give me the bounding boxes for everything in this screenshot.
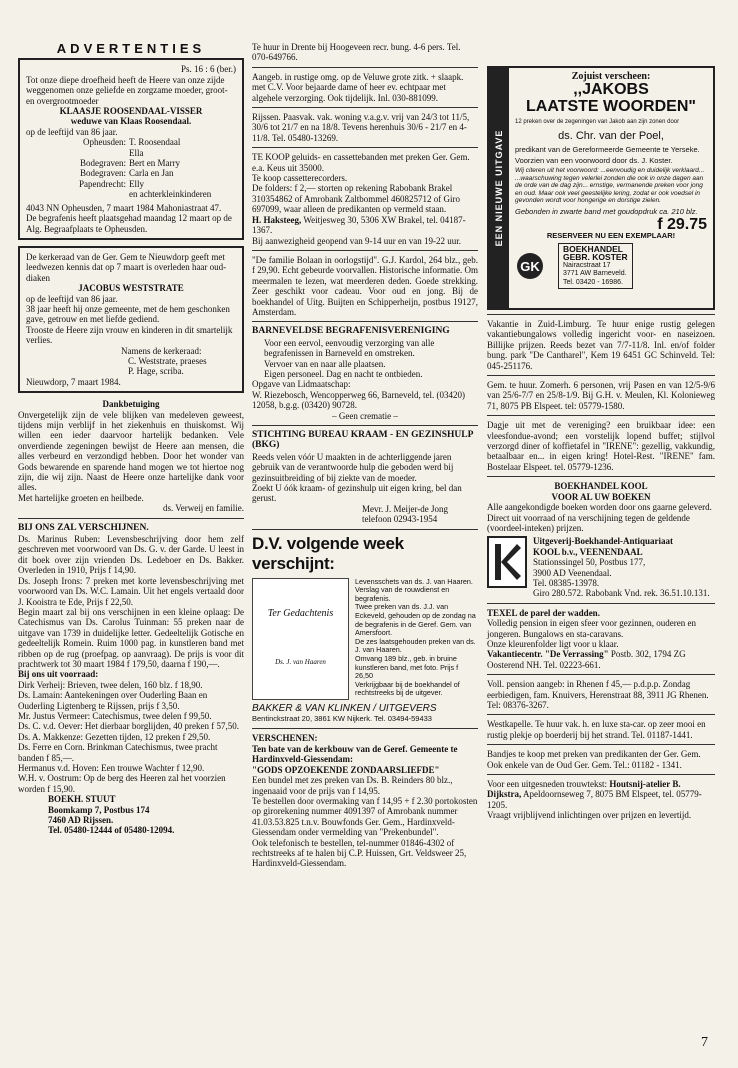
verschenen-body: Te bestellen door overmaking van f 14,95 + f 2.30 portokosten op girorekening nummer 4091397 of Amrobank nummer 41.03.53.825 t.n.v. Bouwfonds Ger. Gem., Hardinxveld-Giessendam onder vermelding van "Prekenbundel". bbox=[252, 795, 478, 838]
dijkstra-addr: Apeldoornseweg 7, 8075 BM Elspeet, tel. 05779-1205. bbox=[487, 789, 702, 810]
burial-note: – Geen crematie – bbox=[332, 410, 398, 421]
divider bbox=[487, 314, 715, 315]
dijkstra-intro: Voor een uitgesneden trouwtekst: bbox=[487, 779, 608, 790]
kraam-ad bbox=[252, 430, 478, 525]
obituary-weststrate bbox=[18, 246, 244, 393]
promo-foreword: Voorzien van een voorwoord door ds. J. Koster. bbox=[515, 156, 673, 165]
divider bbox=[252, 67, 478, 68]
classified-ad: Vakantie in Zuid-Limburg. Te huur enige rustig gelegen vakantiebungalows volledig ingericht voor- en naseizoen. Billijke prijzen. Reeds bezet van 7/7-11/8. Inl. en/of folder bung. park "De Cantharel", Kem 19 6451 GC Schinveld. Tel: 045-251176. bbox=[487, 319, 715, 371]
stock-item: Dirk Verheij: Brieven, twee delen, 160 blz. f 18,90. bbox=[18, 679, 203, 690]
divider bbox=[487, 674, 715, 675]
obit-name: JACOBUS WESTSTRATE bbox=[78, 283, 184, 294]
shop-tel: Tel. 03420 - 16986. bbox=[563, 278, 623, 286]
texel-body: Onze kleurenfolder ligt voor u klaar. bbox=[487, 638, 619, 649]
verschenen-body: Ook telefonisch te bestellen, tel-nummer 01846-4302 of rechtstreeks af te halen bij C.P. Huissen, Grt. Veldsweer 25, Hardinxveld-Giessendam. bbox=[252, 837, 467, 869]
promo-author-info: predikant van de Gereformeerde Gemeente te Yerseke. bbox=[515, 145, 700, 154]
books-subtitle: Bij ons uit voorraad: bbox=[18, 669, 99, 680]
stock-item: Ds. A. Makkenze: Gezetten tijden, 12 preken f 29,50. bbox=[18, 731, 211, 742]
promo-title: LAATSTE WOORDEN" bbox=[526, 98, 696, 115]
thanks-ad bbox=[18, 399, 244, 513]
sale-name: H. Haksteeg, bbox=[252, 214, 302, 225]
divider bbox=[252, 321, 478, 322]
kraam-sign: Mevr. J. Meijer-de Jong bbox=[362, 503, 449, 514]
divider bbox=[487, 714, 715, 715]
books-title: BIJ ONS ZAL VERSCHIJNEN. bbox=[18, 522, 149, 533]
dv-body bbox=[252, 578, 478, 700]
obit-address: 4043 NN Opheusden, 7 maart 1984 Mahoniastraat 47. bbox=[26, 202, 222, 213]
thanks-body: Onvergetelijk zijn de vele blijken van medeleven geweest, tijdens mijn verblijf in het ziekenhuis en thuiskomst. Wij willen een ieder daarvoor hartelijk bedanken. Vele onverdiende zegeningen bewijst de Heere aan mensen, die alles verbeurd en verzondigd hebben. Door het wonder van Gods bewarende en sparende hand mogen we tot hiertoe nog zijn, die wij zijn. Naast de Heere onze hartelijke dank voor alles. bbox=[18, 409, 244, 493]
kool-title: BOEKHANDEL KOOL bbox=[554, 481, 648, 492]
book-item: Begin maart zal bij ons verschijnen in een kleine oplaag: De Catechismus van Ds. Carolus Tuinman: 55 preken naar de uitgave van 1739 in duidelijke letter. Gedeeltelijk Gotische en gedeeltelijk Romein. Ruim 1000 pag. in kunstleren band met ribben op de rug (proefpag. op aanvraag). De prijs is voor dit prachtwerk tot 30 maart 1984 f 179,50, daarna f 190,—. bbox=[18, 606, 244, 669]
dv-desc-line: Twee preken van ds. J.J. van Eckeveld, gehouden op de zondag na de begrafenis in de Geref. Gem. van Amersfoort. bbox=[355, 602, 476, 638]
obit-intro: Tot onze diepe droefheid heeft de Heere van onze zijde weggenomen onze geliefde en zorgzame moeder, groot- en overgrootmoeder bbox=[26, 74, 228, 106]
obit-funeral: De begrafenis heeft plaatsgehad maandag 12 maart op de Alg. Begraafplaats te Opheusden. bbox=[26, 213, 232, 234]
kool-addr: Stationssingel 50, Postbus 177, bbox=[533, 557, 646, 568]
classified-ad: Bandjes te koop met preken van predikanten der Ger. Gem. Ook enkele van de Oud Ger. Gem. Tel.: 01182 - 1341. bbox=[487, 749, 701, 770]
shop-addr: Boomkamp 7, Postbus 174 bbox=[48, 804, 150, 815]
promo-price: f 29.75 bbox=[657, 215, 707, 233]
stock-item: Hermanus v.d. Hoven: Een trouwe Wachter f 12,90. bbox=[18, 763, 205, 773]
kool-addr: 3900 AD Veenendaal. bbox=[533, 567, 612, 578]
obit-widow: weduwe van Klaas Roosendaal. bbox=[70, 116, 192, 127]
promo-band bbox=[489, 68, 509, 308]
relative-names: Elly bbox=[129, 178, 144, 189]
burial-ad bbox=[252, 326, 478, 421]
book-item: Ds. Joseph Irons: 7 preken met korte levensbeschrijving met voorwoord van Ds. W.C. Lamain. Uit het engels vertaald door J. Kooistra te Ede, Prijs f 22,50. bbox=[18, 575, 244, 607]
kool-body: Alle aangekondigde boeken worden door ons gaarne geleverd. bbox=[487, 502, 712, 513]
kool-logo-icon bbox=[487, 536, 527, 588]
texel-body: Volledig pension in eigen sfeer voor gezinnen, ouderen en jongeren. Bungalows en sta-caravans. bbox=[487, 618, 697, 639]
kool-name: KOOL b.v., VEENENDAAL bbox=[533, 546, 643, 557]
burial-line: Voor een eervol, eenvoudig verzorging van alle begrafenissen in Barneveld en omstreken. bbox=[264, 337, 435, 359]
relative-names: Bert en Marry bbox=[129, 158, 180, 169]
obit-sign: Namens de kerkeraad: bbox=[121, 345, 202, 356]
classified-ad: Dagje uit met de vereniging? een bruikbaar idee: een vleesfondue-avond; een vorstelijk lopend buffet; stijlvol verzorgd diner of koffietafel in "IRENE": gezellig, vakkundig, betaalbaar en... in eigen kring! Hotel-Rest. "IRENE" fam. Bostelaar Elspeet. tel. 05779-1236. bbox=[487, 420, 715, 472]
divider bbox=[252, 425, 478, 426]
relative-place bbox=[56, 189, 126, 199]
divider bbox=[487, 415, 715, 416]
dijkstra-note: Vraagt vrijblijvend inlichtingen over prijzen en levertijd. bbox=[487, 810, 692, 821]
shop-name: BOEKH. STUUT bbox=[48, 794, 116, 805]
texel-contact bbox=[487, 649, 715, 670]
relative-place: Opheusden: bbox=[83, 137, 126, 148]
obit-intro: De kerkeraad van de Ger. Gem te Nieuwdorp geeft met leedwezen kennis dat op 7 maart is overleden haar oud-diaken bbox=[26, 251, 227, 283]
classified-ad: "De familie Bolaan in oorlogstijd". G.J. Kardol, 264 blz., geb. f 29,90. Echt gebeurde voorvallen. Historische informatie. Om meermalen te lezen, wat meerderen deden. Goede strekking. Zeer geschikt voor cadeau. Voor oud en jong. Bij de boekhandel of Uitg. Buijten en Schipperheijn, postbus 19127, Amsterdam. bbox=[252, 254, 478, 317]
classified-ad: Rijssen. Paasvak. vak. woning v.a.g.v. vrij van 24/3 tot 11/5, 30/6 tot 21/7 en na 18/8. Tevens herenhuis 30/6 - 21/7 en 4-11/8. Tel. 05480-13269. bbox=[252, 112, 470, 143]
divider bbox=[252, 107, 478, 108]
promo-shop bbox=[515, 243, 707, 289]
obit-name: KLAASJE ROOSENDAAL-VISSER bbox=[59, 106, 203, 117]
relative-names: Ella bbox=[129, 147, 144, 158]
classified-ad: Bij aanwezigheid geopend van 9-14 uur en van 19-22 uur. bbox=[252, 235, 461, 246]
kool-body: Direct uit voorraad of na verschijning tegen de geldende (voordeel-inteken) prijzen. bbox=[487, 512, 690, 533]
kraam-sign: telefoon 02943-1954 bbox=[362, 514, 438, 525]
kool-ad bbox=[487, 481, 715, 598]
publisher: BAKKER & VAN KLINKEN / UITGEVERS bbox=[252, 702, 437, 714]
classified-ad: Te koop cassetterecorders. bbox=[252, 173, 348, 184]
texel-title: TEXEL de parel der wadden. bbox=[487, 607, 600, 618]
burial-sub: Opgave van Lidmaatschap: bbox=[252, 379, 351, 390]
divider bbox=[487, 744, 715, 745]
stock-item: Ds. Lamain: Aantekeningen over Ouderling Baan en Ouderling Ligtenberg te Rijssen, prijs f 3,50. bbox=[18, 690, 208, 711]
shop-info bbox=[558, 243, 633, 289]
kraam-body: Reeds velen vóór U maakten in de achterliggende jaren gebruik van de verantwoorde hulp die geboden werd bij gezinsuitbreiding of bij ziekte van de moeder. bbox=[252, 451, 454, 483]
obit-wish: Trooste de Heere zijn vrouw en kinderen in dit smartelijk verlies. bbox=[26, 324, 233, 346]
dv-title: D.V. volgende week verschijnt: bbox=[252, 533, 404, 573]
promo-kicker: Zojuist verscheen: bbox=[571, 71, 651, 82]
texel-ad bbox=[487, 608, 715, 670]
classified-ad: Te huur in Drente bij Hoogeveen recr. bung. 4-6 pers. Tel. 070-649766. bbox=[252, 42, 461, 63]
burial-line: Vervoer van en naar alle plaatsen. bbox=[264, 358, 386, 369]
verschenen-ad bbox=[252, 733, 478, 868]
divider bbox=[252, 250, 478, 251]
divider bbox=[18, 518, 244, 519]
page-number: 7 bbox=[701, 1034, 708, 1050]
shop-name: BOEKHANDEL bbox=[563, 243, 623, 254]
dijkstra-ad bbox=[487, 779, 715, 821]
classified-ad: Westkapelle. Te huur vak. h. en luxe sta-car. op zeer mooi en rustig plekje op boerderij bij het strand. Tel. 01187-1441. bbox=[487, 719, 706, 740]
divider bbox=[487, 774, 715, 775]
stock-item: Mr. Justus Vermeer: Catechismus, twee delen f 99,50. bbox=[18, 710, 212, 721]
promo-band-text: EEN NIEUWE UITGAVE bbox=[493, 129, 504, 247]
obit-body: 38 jaar heeft hij onze gemeente, met de hem geschonken gave, getrouw en met liefde gediend. bbox=[26, 303, 230, 325]
classified-ad: Aangeb. in rustige omg. op de Veluwe grote zitk. + slaapk. met C.V. Voor bejaarde dame of heer ev. echtpaar met algehele verzorging. Ook tijdelijk. Inl. 030-881099. bbox=[252, 71, 464, 103]
verschenen-subtitle: Ten bate van de kerkbouw van de Geref. Gemeente te Hardinxveld-Giessendam: bbox=[252, 743, 458, 765]
relatives-table bbox=[56, 137, 211, 199]
promo-quote: Wij citeren uit het voorwoord: ...eenvoudig en duidelijk verklaard... ...waarschuwing tegen velerlei zonden die ook in onze dagen aan de orde van de dag zijn... ernstige, vermanende preken voor jong en oud. Maar ook veel geestelijke lering, zodat er ook voedsel in gevonden wordt voor hongerige en dorstige zielen. bbox=[515, 167, 705, 205]
divider bbox=[252, 147, 478, 148]
obituary-roosendaal bbox=[18, 58, 244, 240]
koster-logo-icon bbox=[515, 251, 553, 281]
divider bbox=[487, 375, 715, 376]
stock-item: Ds. C. v.d. Oever: Het dierbaar borglijden, 40 preken f 57,50. bbox=[18, 721, 239, 732]
book-cover-image bbox=[252, 578, 349, 700]
books-ad bbox=[18, 523, 244, 836]
shop-addr: 7460 AD Rijssen. bbox=[48, 815, 114, 826]
svg-text:GK: GK bbox=[520, 258, 540, 274]
column-2 bbox=[252, 42, 478, 869]
kool-tel: Tel. 08385-13978. bbox=[533, 577, 600, 588]
obit-age: op de leeftijd van 86 jaar. bbox=[26, 126, 118, 137]
promo-content bbox=[515, 72, 707, 304]
sale-addr: Weitjesweg 30, 5306 XW Brakel, tel. 04187-1367. bbox=[252, 214, 466, 236]
classified-ad: De folders: f 2,— storten op rekening Rabobank Brakel 310354862 of Amrobank Zaltbommel 460825712 of Giro 697099, waar alleen de predikanten op vermeld staan. bbox=[252, 183, 460, 215]
dv-desc-line: Verslag van de rouwdienst en begrafenis. bbox=[355, 585, 450, 603]
burial-title: BARNEVELDSE BEGRAFENISVERENIGING bbox=[252, 326, 450, 337]
classified-ad: Gem. te huur. Zomerh. 6 personen, vrij Pasen en van 12/5-9/6 van 25/6-7/7 en 25/8-1/9. Bij G.H. v. Meulen, Kl. Kolonieweg 71, 8075 PB Elspeet. tel: 05779-1580. bbox=[487, 380, 715, 411]
relative-names: en achterkleinkinderen bbox=[129, 189, 212, 200]
classified-ad: Voll. pension aangeb: in Rhenen f 45,— p.d.p.p. Zondag eerbiedigen, fam. Knuivers, Herenstraat 88, 3911 JG Rhenen. Tel: 08376-3267. bbox=[487, 679, 709, 710]
kool-info bbox=[533, 536, 710, 598]
obit-sign: C. Weststrate, praeses bbox=[128, 355, 207, 366]
stock-item: W.H. v. Oostrum: Op de berg des Heeren zal het voorzien worden f 15,90. bbox=[18, 773, 226, 794]
dv-desc-line: Levensschets van ds. J. van Haaren. bbox=[355, 576, 473, 586]
divider bbox=[487, 476, 715, 477]
dv-desc-line: De zes laatsgehouden preken van ds. J. van Haaren. bbox=[355, 636, 476, 655]
kool-name: Uitgeverij-Boekhandel-Antiquariaat bbox=[533, 536, 673, 547]
kool-giro: Giro 280.572. Rabobank Vnd. rek. 36.51.10.131. bbox=[533, 588, 710, 599]
promo-author: ds. Chr. van der Poel, bbox=[558, 130, 664, 142]
shop-addr: 3771 AW Barneveld. bbox=[563, 270, 627, 278]
divider bbox=[252, 529, 478, 530]
kool-title: VOOR AL UW BOEKEN bbox=[551, 491, 651, 502]
verschenen-title: VERSCHENEN: bbox=[252, 733, 318, 744]
shop-tel: Tel. 05480-12444 of 05480-12094. bbox=[48, 825, 175, 836]
burial-line: Eigen personeel. Dag en nacht te ontbieden. bbox=[264, 368, 423, 379]
promo-jakobs bbox=[487, 66, 715, 310]
relative-place: Bodegraven: bbox=[80, 158, 126, 169]
dijkstra-name: Houtsnij-atelier B. Dijkstra, bbox=[487, 779, 681, 800]
book-item: Ds. Marinus Ruben: Levensbeschrijving door hem zelf geschreven met voorwoord van Ds. G. v. der Garde. U leest in dit boek over zijn vrienden Ds. Ledeboer en Ds. Bakker. Overleden in 1910, Prijs f 14,90. bbox=[18, 534, 244, 576]
book-cover-author: Ds. J. van Haaren bbox=[275, 657, 326, 666]
kraam-title: STICHTING BUREAU KRAAM - EN GEZINSHULP (BKG) bbox=[252, 430, 473, 451]
relative-names: T. Roosendaal bbox=[129, 137, 181, 148]
kool-contact bbox=[487, 536, 715, 598]
relative-place: Papendrecht: bbox=[79, 178, 126, 189]
texel-contact-text: Postb. 302, 1794 ZG Oosterend NH. Tel. 02223-661. bbox=[487, 649, 686, 670]
publisher-addr: Bentinckstraat 20, 3861 KW Nijkerk. Tel. 03494-59433 bbox=[252, 714, 432, 724]
shop-addr: Nairacstraat 17 bbox=[563, 261, 611, 269]
thanks-sign: ds. Verweij en familie. bbox=[162, 503, 244, 514]
divider bbox=[252, 728, 478, 729]
stock-item: Ds. Ferre en Corn. Brinkman Catechismus, twee pracht banden f 85,—. bbox=[18, 742, 218, 763]
dijkstra-text bbox=[487, 779, 715, 810]
promo-binding: Gebonden in zwarte band met goudopdruk ca. 210 blz. bbox=[515, 206, 698, 216]
divider bbox=[487, 603, 715, 604]
dv-ad bbox=[252, 534, 478, 725]
dv-description bbox=[355, 578, 478, 700]
column-1 bbox=[18, 42, 244, 836]
burial-addr: W. Riezebosch, Wencopperweg 66, Barneveld, tel. (03420) 12058, b.g.g. (03420) 90728. bbox=[252, 389, 465, 411]
classified-ad bbox=[252, 215, 478, 236]
obit-place: Nieuwdorp, 7 maart 1984. bbox=[26, 376, 121, 387]
verschenen-body: Een bundel met zes preken van Ds. B. Reinders 80 blz., ingenaaid voor de prijs van f 14,95. bbox=[252, 775, 453, 796]
texel-contact-label: Vakantiecentr. "De Verrassing" bbox=[487, 649, 609, 660]
obit-age: op de leeftijd van 86 jaar. bbox=[26, 293, 118, 304]
dv-desc-line: Omvang 189 blz., geb. in bruine kunstleren band, met foto. Prijs f 26,50 bbox=[355, 654, 459, 681]
classified-ad: TE KOOP geluids- en cassettebanden met preken Ger. Gem. e.a. Keus uit 35000. bbox=[252, 152, 470, 173]
relative-names: Carla en Jan bbox=[129, 168, 174, 179]
shop-name: GEBR. KOSTER bbox=[563, 252, 628, 263]
verschenen-booktitle: "GODS OPZOEKENDE ZONDAARSLIEFDE" bbox=[252, 764, 440, 775]
verse: Ps. 16 : 6 (ber.) bbox=[181, 64, 236, 75]
shop-block bbox=[18, 794, 244, 836]
dv-desc-line: Verkrijgbaar bij de boekhandel of rechtstreeks bij de uitgever. bbox=[355, 679, 460, 698]
book-cover-title: Ter Gedachtenis bbox=[267, 607, 334, 619]
thanks-closing: Met hartelijke groeten en heilbede. bbox=[18, 492, 144, 503]
promo-reserve: RESERVEER NU EEN EXEMPLAAR! bbox=[546, 230, 676, 240]
relative-place bbox=[56, 148, 126, 158]
promo-sub: 12 preken over de zegeningen van Jakob aan zijn zonen door bbox=[515, 119, 680, 125]
obit-sign: P. Hage, scriba. bbox=[128, 366, 184, 377]
kraam-body: Zoekt U óók kraam- of gezinshulp uit eigen kring, bel dan gerust. bbox=[252, 483, 462, 504]
column-3 bbox=[487, 42, 715, 821]
relative-place: Bodegraven: bbox=[80, 168, 126, 179]
section-header: ADVERTENTIES bbox=[56, 41, 206, 56]
promo-title: ,,JAKOBS bbox=[573, 81, 649, 98]
thanks-title: Dankbetuiging bbox=[102, 399, 160, 410]
